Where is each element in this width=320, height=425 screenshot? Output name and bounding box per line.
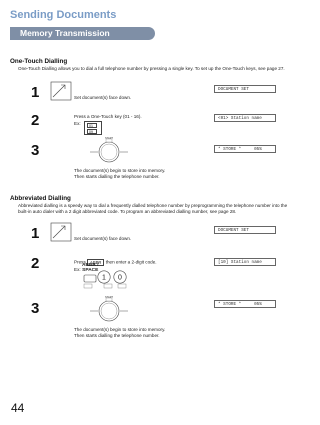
one-touch-step3-text2: Then starts dialling the telephone number. (74, 174, 160, 179)
start-button-icon (88, 294, 130, 326)
page-number: 44 (11, 401, 25, 415)
document-tray-icon (50, 81, 72, 101)
abbr-intro: Abbreviated dialling is a speedy way to dial a frequently dialled telephone number by preprogramming the telephone number into the built-in auto dialer with a 2 digit abbreviated code. To program an abbreviated dialling number, see page 28. (18, 203, 288, 215)
page-title: Sending Documents (10, 9, 117, 21)
one-touch-key-panel (84, 121, 102, 135)
svg-text:1: 1 (102, 274, 106, 282)
abbr-step3-text1: The document(s) begin to store into memory. (74, 327, 166, 332)
abbr-step2-after: then enter a 2-digit code. (105, 259, 157, 265)
one-touch-step2-number: 2 (31, 112, 40, 129)
one-touch-step1-text: Set document(s) face down. (74, 95, 132, 100)
abbr-heading: Abbreviated Dialling (10, 195, 71, 202)
one-touch-step3-text1: The document(s) begin to store into memory. (74, 168, 166, 173)
abbr-step3-number: 3 (31, 300, 40, 317)
abbr-step2-example-label: Ex: (74, 267, 81, 272)
one-touch-step3-number: 3 (31, 142, 40, 159)
abbr-step1-display: DOCUMENT SET (214, 226, 276, 234)
abbr-step1-number: 1 (31, 225, 40, 242)
abbr-key: ABBR (87, 259, 104, 266)
digit-1-button-icon (97, 270, 111, 284)
one-touch-step1-number: 1 (31, 84, 40, 101)
abbr-step3-text2: Then starts dialling the telephone number. (74, 333, 160, 338)
one-touch-key-09: 09 (87, 129, 97, 134)
abbr-step2-press: Press (74, 259, 86, 265)
one-touch-step1-display: DOCUMENT SET (214, 85, 276, 93)
abbr-step2-display: [10] Station name (214, 258, 276, 266)
abbr-step3-display: * STORE * 05% (214, 300, 276, 308)
document-tray-icon (50, 222, 72, 242)
abbr-key-label: ABBR / (82, 263, 99, 268)
one-touch-step3-display: * STORE * 05% (214, 145, 276, 153)
one-touch-heading: One-Touch Dialling (10, 58, 68, 65)
one-touch-step2-text: Press a One-Touch key (01 - 16). (74, 114, 142, 119)
abbr-step2-number: 2 (31, 255, 40, 272)
start-button-icon (88, 135, 130, 167)
start-label: START (105, 137, 113, 140)
abbr-step1-text: Set document(s) face down. (74, 236, 132, 241)
section-banner-label: Memory Transmission (20, 28, 110, 38)
svg-text:0: 0 (118, 274, 122, 282)
start-label: START (105, 296, 113, 299)
space-key-label: SPACE (82, 268, 99, 273)
digit-0-button-icon (113, 270, 127, 284)
one-touch-step2-display: <01> Station name (214, 114, 276, 122)
one-touch-key-01: 01 (87, 123, 97, 128)
one-touch-step2-example-label: Ex: (74, 121, 81, 126)
section-banner (10, 27, 155, 40)
one-touch-intro: One-Touch Dialling allows you to dial a full telephone number by pressing a single key. To set up the One-Touch keys, see page 27. (18, 66, 285, 71)
